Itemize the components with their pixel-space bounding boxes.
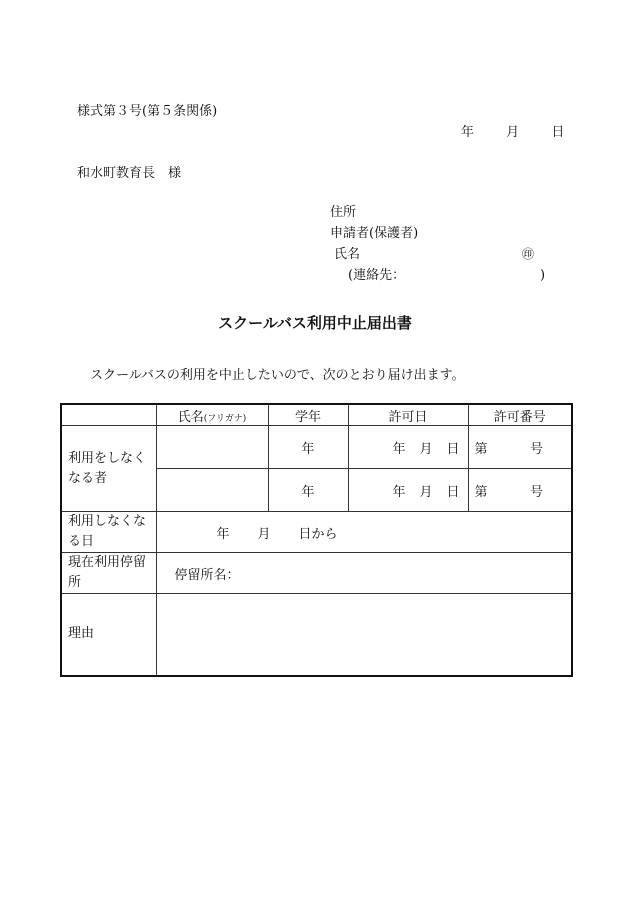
application-table (60, 403, 573, 677)
stop-date-cell[interactable]: 年 月 日から (156, 512, 572, 553)
date-day: 日 (551, 125, 565, 140)
header-blank (61, 404, 156, 426)
permit-number-cell[interactable]: 第 号 (468, 426, 572, 469)
grade-cell[interactable]: 年 (268, 426, 348, 469)
header-name: 氏名(フリガナ) (156, 404, 268, 426)
student-name-input[interactable] (156, 469, 268, 512)
header-grade: 学年 (268, 404, 348, 426)
reason-input[interactable] (156, 594, 572, 676)
header-permit-number: 許可番号 (468, 404, 572, 426)
form-number: 様式第３号(第５条関係) (77, 104, 218, 119)
header-permit-date: 許可日 (348, 404, 468, 426)
date-year: 年 (461, 125, 475, 140)
user-label: 利用をしなくなる者 (61, 426, 156, 512)
permit-date-cell[interactable]: 年 月 日 (348, 426, 468, 469)
header-furigana: (フリガナ) (203, 413, 247, 424)
student-row (61, 426, 572, 469)
stop-date-label: 利用しなくなる日 (61, 512, 156, 553)
applicant-label: 申請者(保護者) (330, 226, 419, 241)
contact-close: ) (540, 268, 546, 283)
applicant-block (330, 202, 546, 286)
date-month: 月 (506, 125, 520, 140)
grade-cell[interactable]: 年 (268, 469, 348, 512)
intro-text: スクールバスの利用を中止したいので、次のとおり届け出ます。 (90, 368, 465, 383)
name-label: 氏名 (334, 247, 361, 262)
address-label: 住所 (330, 205, 357, 220)
stop-name-cell[interactable]: 停留所名： (156, 553, 572, 594)
permit-number-cell[interactable]: 第 号 (468, 469, 572, 512)
table-header-row (61, 404, 572, 426)
reason-label: 理由 (61, 594, 156, 676)
current-stop-row (61, 553, 572, 594)
student-name-input[interactable] (156, 426, 268, 469)
stop-date-row (61, 512, 572, 553)
contact-label: (連絡先： (348, 268, 406, 283)
date-line (461, 121, 564, 140)
document-title: スクールバス利用中止届出書 (218, 314, 412, 332)
addressee: 和水町教育長 様 (77, 166, 182, 181)
seal-mark: ㊞ (522, 247, 535, 261)
permit-date-cell[interactable]: 年 月 日 (348, 469, 468, 512)
reason-row (61, 594, 572, 676)
current-stop-label: 現在利用停留所 (61, 553, 156, 594)
